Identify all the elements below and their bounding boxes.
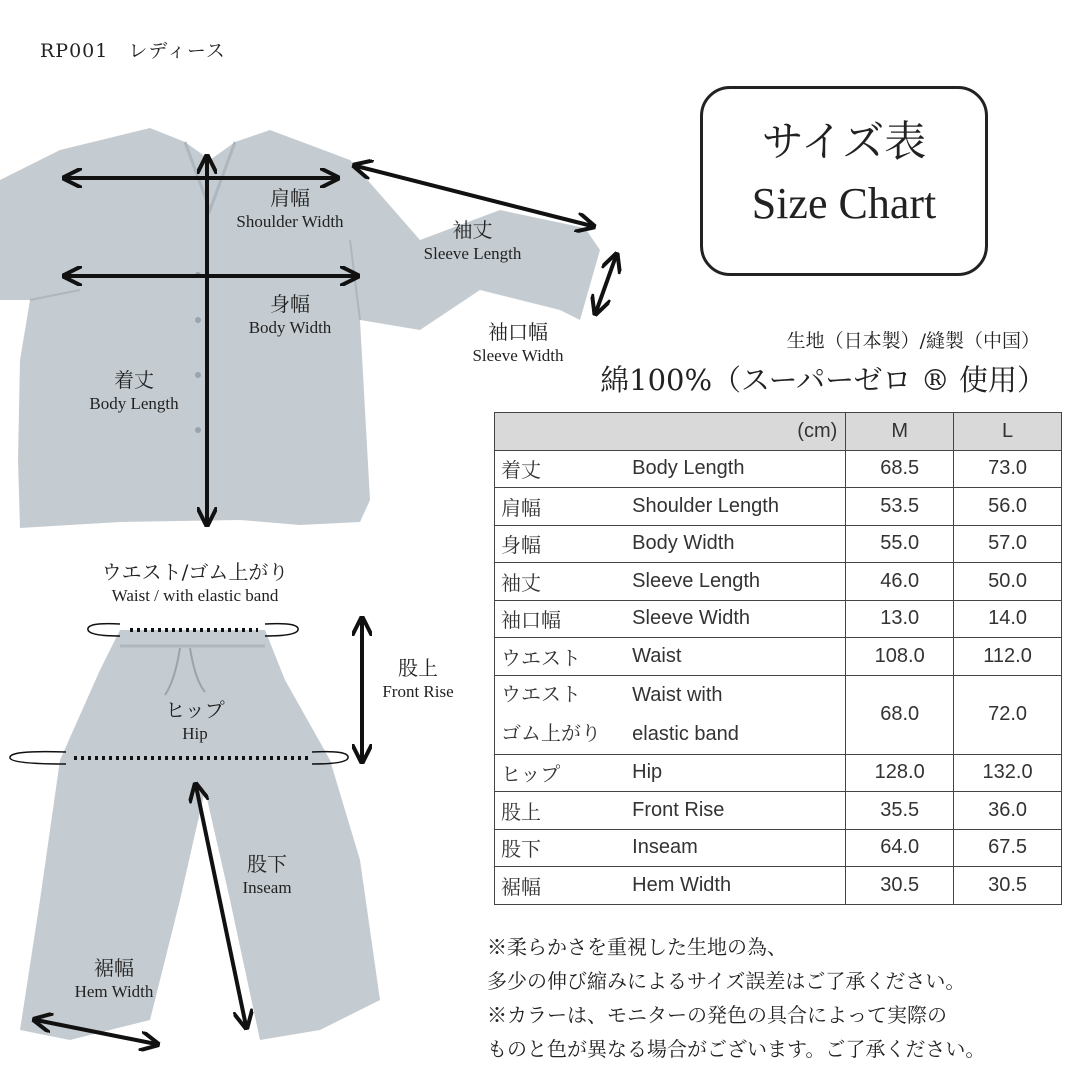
label-front-rise: 股上 Front Rise (382, 656, 454, 701)
table-row: ウエスト ゴム上がり Waist with elastic band 68.0 72.0 (495, 675, 1062, 754)
table-row: 身幅 Body Width 55.0 57.0 (495, 525, 1062, 563)
product-code: RP001 レディース (40, 40, 226, 62)
label-sleeve-width: 袖口幅 Sleeve Width (472, 320, 564, 365)
table-row: 股下 Inseam 64.0 67.5 (495, 829, 1062, 867)
note-line: ※カラーは、モニターの発色の具合によって実際の (487, 1003, 947, 1027)
table-row: ヒップ Hip 128.0 132.0 (495, 754, 1062, 792)
size-table (494, 412, 1062, 905)
title-en: Size Chart (751, 179, 937, 228)
label-waist: ウエスト/ゴム上がり Waist / with elastic band (101, 560, 289, 605)
size-m-header: M (846, 413, 954, 451)
size-l-header: L (954, 413, 1062, 451)
table-row: 裾幅 Hem Width 30.5 30.5 (495, 867, 1062, 905)
label-body-length: 着丈 Body Length (89, 368, 179, 413)
label-shoulder: 肩幅 Shoulder Width (236, 186, 344, 231)
fabric-origin: 生地（日本製）/縫製（中国） (786, 330, 1040, 352)
table-row: 股上 Front Rise 35.5 36.0 (495, 792, 1062, 830)
table-header-row (495, 413, 1062, 451)
fabric-material: 綿100%（スーパーゼロ ® 使用） (600, 363, 1046, 397)
table-row: 着丈 Body Length 68.5 73.0 (495, 450, 1062, 488)
unit-header: (cm) (495, 413, 846, 451)
table-row: 肩幅 Shoulder Length 53.5 56.0 (495, 488, 1062, 526)
label-sleeve-length: 袖丈 Sleeve Length (423, 218, 522, 263)
table-row: ウエスト Waist 108.0 112.0 (495, 638, 1062, 676)
table-row: 袖口幅 Sleeve Width 13.0 14.0 (495, 600, 1062, 638)
label-inseam: 股下 Inseam (242, 852, 292, 897)
table-row: 袖丈 Sleeve Length 46.0 50.0 (495, 563, 1062, 601)
sleeve-width-arrow (596, 256, 616, 312)
note-line: ※柔らかさを重視した生地の為、 (487, 935, 787, 959)
label-hip: ヒップ Hip (165, 698, 225, 743)
note-line: ものと色が異なる場合がございます。ご了承ください。 (487, 1037, 986, 1061)
label-hem-width: 裾幅 Hem Width (74, 956, 154, 1001)
notes (487, 930, 985, 1066)
title-jp: サイズ表 (761, 117, 927, 166)
size-chart-title-box (700, 86, 988, 276)
label-body-width: 身幅 Body Width (248, 292, 332, 337)
note-line: 多少の伸び縮みによるサイズ誤差はご了承ください。 (487, 969, 966, 993)
